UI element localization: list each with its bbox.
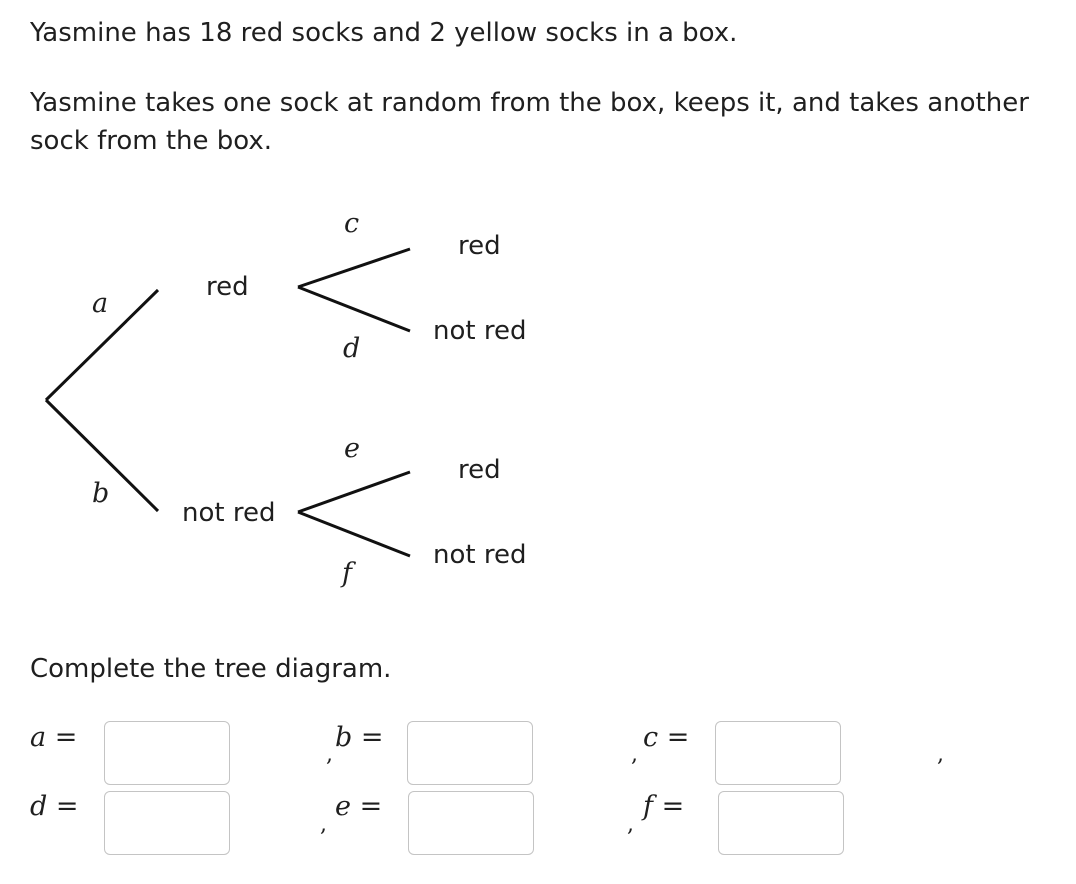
branch-var-e: e — [344, 433, 360, 464]
answer-input-a[interactable] — [104, 721, 230, 785]
branch-var-c: c — [344, 208, 360, 239]
answer-label-b: b = — [335, 722, 384, 753]
separator-comma: , — [326, 742, 333, 767]
answer-label-a: a = — [30, 722, 78, 753]
second-draw-not-red-label-lower: not red — [433, 540, 527, 570]
answer-input-f[interactable] — [718, 791, 844, 855]
second-draw-red-label-lower: red — [458, 455, 501, 485]
answer-input-d[interactable] — [104, 791, 230, 855]
separator-comma: , — [627, 812, 634, 837]
branch-var-f: f — [342, 558, 352, 589]
first-draw-red-label: red — [206, 272, 249, 302]
branch-var-a: a — [92, 288, 109, 319]
branch-var-d: d — [343, 333, 361, 364]
separator-comma: , — [631, 742, 638, 767]
separator-comma: , — [937, 742, 944, 767]
second-draw-not-red-label-upper: not red — [433, 316, 527, 346]
answer-label-d: d = — [30, 791, 79, 822]
branch-c — [298, 249, 410, 287]
answer-input-b[interactable] — [407, 721, 533, 785]
first-draw-not-red-label: not red — [182, 498, 276, 528]
instruction-text: Complete the tree diagram. — [30, 654, 392, 684]
separator-comma: , — [320, 812, 327, 837]
answer-label-f: f = — [643, 791, 685, 822]
answer-input-c[interactable] — [715, 721, 841, 785]
branch-e — [298, 472, 410, 512]
answer-input-e[interactable] — [408, 791, 534, 855]
branch-f — [298, 512, 410, 556]
answer-label-c: c = — [643, 722, 690, 753]
answer-label-e: e = — [335, 791, 383, 822]
branch-d — [298, 287, 410, 331]
problem-statement-2: Yasmine takes one sock at random from the box, keeps it, and takes another sock from the box. — [30, 88, 1029, 156]
second-draw-red-label-upper: red — [458, 231, 501, 261]
branch-var-b: b — [92, 478, 110, 509]
problem-statement-1: Yasmine has 18 red socks and 2 yellow socks in a box. — [30, 18, 738, 48]
